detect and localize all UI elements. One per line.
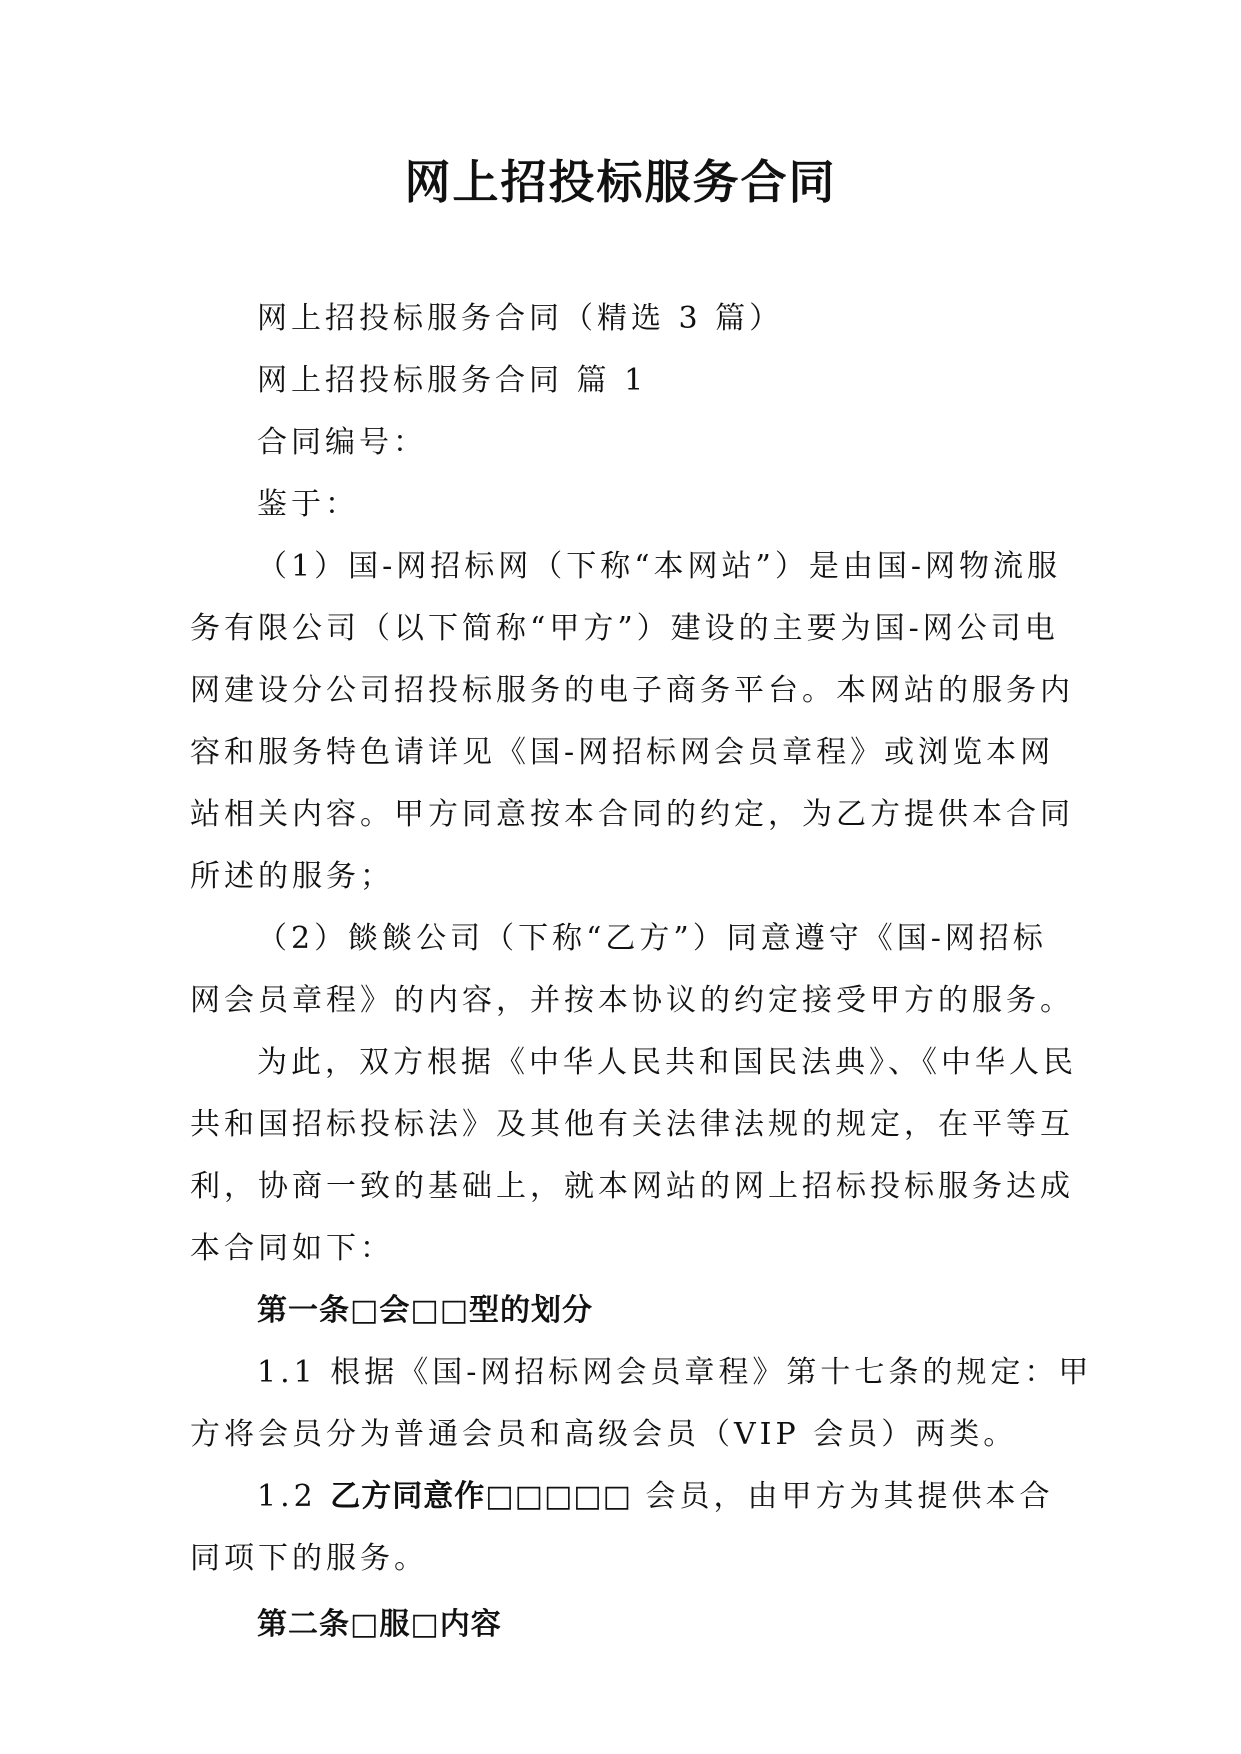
item-1-2-prefix: 1.2 [257,1479,331,1514]
clause-1-line: 务有限公司（以下简称“甲方”）建设的主要为国-网公司电 [190,611,1059,646]
item-1-2 [190,1466,1070,1590]
article-2-heading: 第二条□服□内容 [257,1607,502,1642]
section-title: 网上招投标服务合同 篇 1 [257,363,648,398]
clause-1-line: （1）国-网招标网（下称“本网站”）是由国-网物流服 [257,549,1062,584]
clause-1 [190,536,1074,908]
subtitle: 网上招投标服务合同（精选 3 篇） [257,301,784,336]
intro-line: 共和国招标投标法》及其他有关法律法规的规定，在平等互 [190,1107,1074,1142]
document-title: 网上招投标服务合同 [404,155,837,209]
item-1-1-line: 方将会员分为普通会员和高级会员（VIP 会员）两类。 [190,1417,1018,1452]
document-body [190,288,1093,1656]
clause-2-line: （2）餤餤公司（下称“乙方”）同意遵守《国-网招标 [257,921,1047,956]
clause-1-line: 站相关内容。甲方同意按本合同的约定，为乙方提供本合同 [190,797,1074,832]
item-1-1-line: 1.1 根据《国-网招标网会员章程》第十七条的规定：甲 [257,1355,1093,1390]
article-1-heading: 第一条□会□□型的划分 [257,1293,594,1328]
item-1-2-rest: 会员，由甲方为其提供本合 [631,1479,1054,1514]
intro-line: 本合同如下： [190,1231,394,1266]
contract-number-label: 合同编号： [257,425,427,460]
intro-line: 利，协商一致的基础上，就本网站的网上招标投标服务达成 [190,1169,1074,1204]
item-1-2-line [190,1466,1070,1528]
item-1-2-line-2: 同项下的服务。 [190,1541,428,1576]
intro-line: 为此，双方根据《中华人民共和国民法典》、《中华人民 [257,1045,1077,1080]
intro-paragraph [190,1032,1077,1280]
clause-2-line: 网会员章程》的内容，并按本协议的约定接受甲方的服务。 [190,983,1074,1018]
clause-1-line: 网建设分公司招投标服务的电子商务平台。本网站的服务内 [190,673,1074,708]
clause-1-line: 容和服务特色请详见《国-网招标网会员章程》或浏览本网 [190,735,1055,770]
item-1-2-bold-text: 乙方同意作□□□□□ [330,1479,632,1514]
whereas-label: 鉴于： [257,487,359,522]
clause-2 [190,908,1074,1032]
item-1-1 [190,1342,1093,1466]
clause-1-line: 所述的服务； [190,859,394,894]
